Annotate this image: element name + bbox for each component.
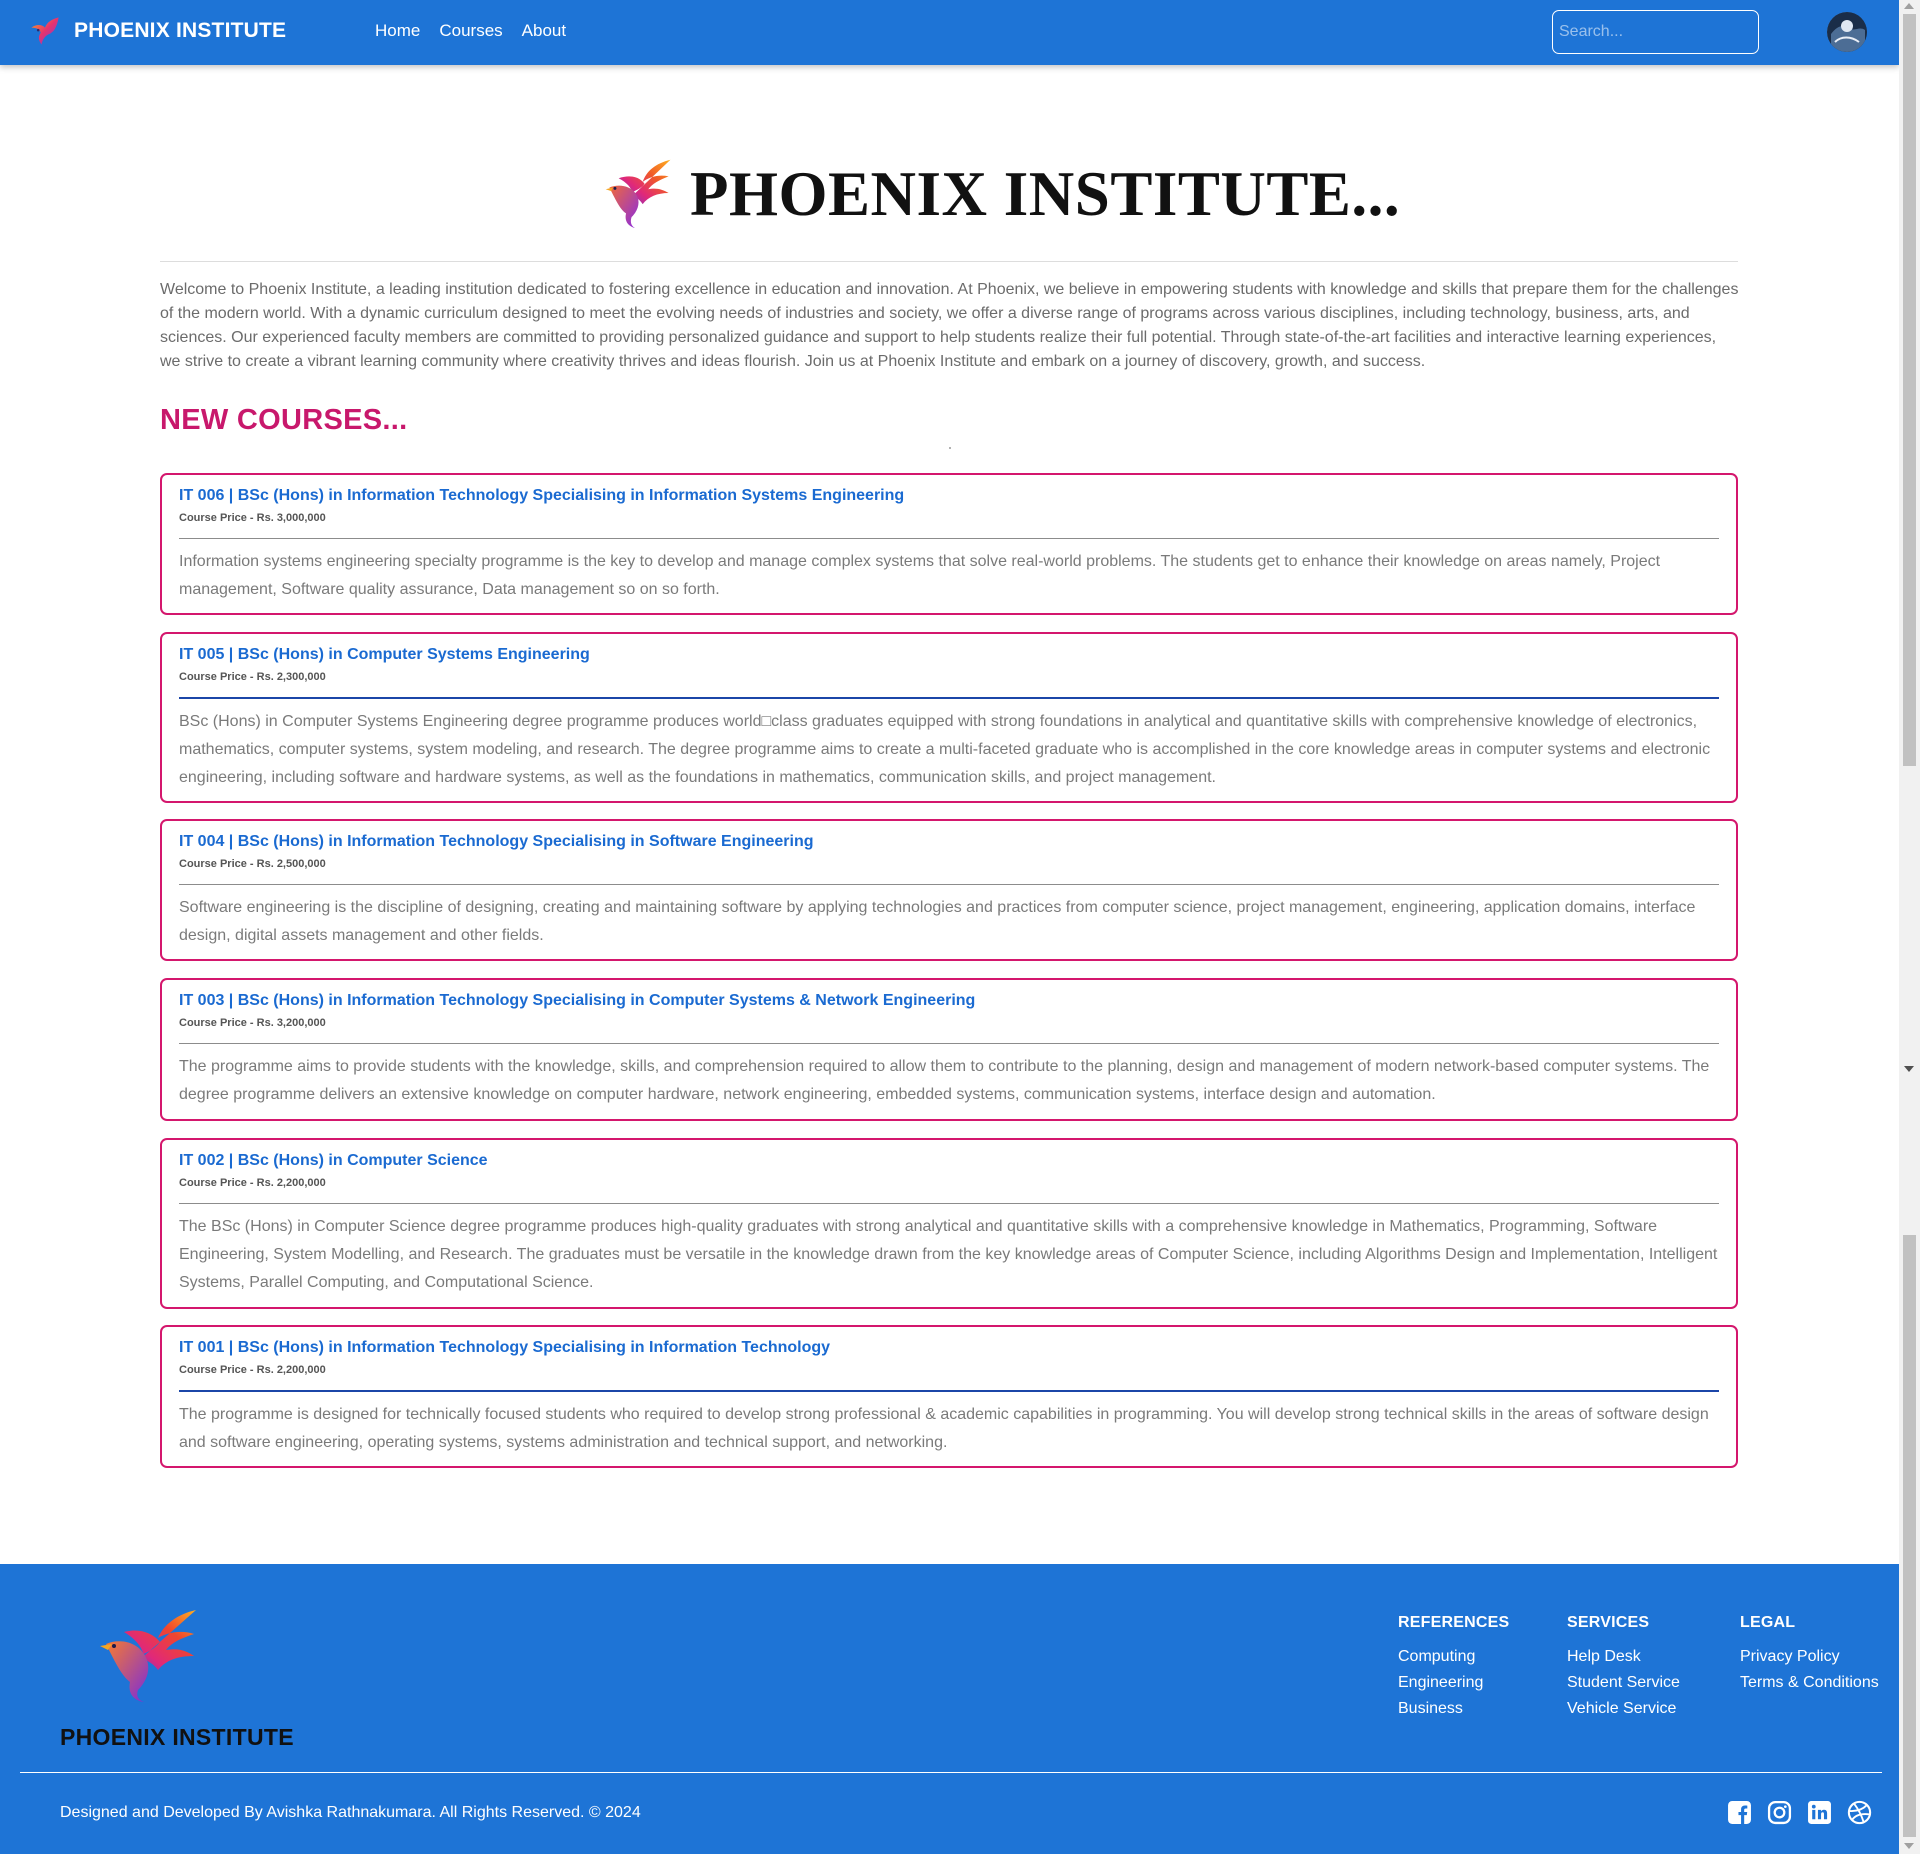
course-card	[160, 819, 1738, 961]
course-description: Software engineering is the discipline of designing, creating and maintaining software by applying technologies and practices from computer science, project management, engineering, application domains, interface design, digital assets management and other fields.	[179, 899, 1696, 944]
copyright-text: Designed and Developed By Avishka Rathnakumara. All Rights Reserved. © 2024	[60, 1804, 641, 1821]
course-divider	[179, 538, 1719, 539]
course-title[interactable]: IT 002 | BSc (Hons) in Computer Science	[179, 1152, 488, 1169]
footer-heading: SERVICES	[1567, 1614, 1650, 1631]
phoenix-logo-icon	[602, 155, 676, 231]
course-card	[160, 632, 1738, 803]
scrollbar-thumb[interactable]	[1903, 1235, 1916, 1837]
scroll-down-arrow-icon[interactable]	[1904, 1066, 1914, 1072]
course-price: Course Price - Rs. 2,200,000	[179, 1364, 326, 1376]
linkedin-icon[interactable]	[1807, 1800, 1832, 1825]
nav-links	[375, 21, 566, 41]
footer-link-student-service[interactable]: Student Service	[1567, 1674, 1680, 1691]
footer-brand: PHOENIX INSTITUTE	[60, 1724, 294, 1750]
new-courses-heading: NEW COURSES...	[160, 404, 408, 436]
instagram-icon[interactable]	[1767, 1800, 1792, 1825]
course-title[interactable]: IT 001 | BSc (Hons) in Information Technology Specialising in Information Technology	[179, 1339, 831, 1356]
footer	[0, 1564, 1899, 1854]
course-price: Course Price - Rs. 2,300,000	[179, 671, 326, 683]
course-card	[160, 473, 1738, 615]
footer-heading: REFERENCES	[1398, 1614, 1510, 1631]
footer-divider	[20, 1772, 1882, 1773]
nav-link-courses[interactable]: Courses	[439, 21, 503, 40]
nav-link-home[interactable]: Home	[375, 21, 421, 40]
course-title[interactable]: IT 006 | BSc (Hons) in Information Technology Specialising in Information Systems Engineering	[179, 487, 905, 504]
course-description: Information systems engineering specialty programme is the key to develop and manage complex systems that solve real-world problems. The students get to enhance their knowledge on areas namely, Project management, Software quality assurance, Data management so on so forth.	[179, 553, 1661, 598]
vertical-scrollbar[interactable]	[1899, 0, 1920, 1854]
avatar-image	[1827, 12, 1867, 52]
course-divider	[179, 884, 1719, 885]
footer-column-legal	[1740, 1614, 1879, 1696]
search-input[interactable]	[1552, 10, 1759, 54]
course-divider	[179, 1390, 1719, 1392]
course-card	[160, 978, 1738, 1121]
footer-link-terms-conditions[interactable]: Terms & Conditions	[1740, 1674, 1879, 1691]
facebook-icon[interactable]	[1727, 1800, 1752, 1825]
course-price: Course Price - Rs. 2,200,000	[179, 1177, 326, 1189]
footer-link-engineering[interactable]: Engineering	[1398, 1674, 1484, 1691]
course-divider	[179, 1203, 1719, 1204]
footer-link-help-desk[interactable]: Help Desk	[1567, 1648, 1641, 1665]
dribbble-icon[interactable]	[1847, 1800, 1872, 1825]
decorative-dot	[949, 447, 951, 449]
course-description: The BSc (Hons) in Computer Science degree programme produces high-quality graduates with strong analytical and quantitative skills with a comprehensive knowledge in Mathematics, Programming, Software Engineering, System Modelling, and Research. The graduates must be versatile in the knowledge drawn from the key knowledge areas of Computer Science, including Algorithms Design and Implementation, Intelligent Systems, Parallel Computing, and Computational Science.	[179, 1218, 1718, 1291]
course-divider	[179, 697, 1719, 699]
course-price: Course Price - Rs. 2,500,000	[179, 858, 326, 870]
course-price: Course Price - Rs. 3,000,000	[179, 512, 326, 524]
footer-heading: LEGAL	[1740, 1614, 1796, 1631]
footer-column-references	[1398, 1614, 1509, 1722]
course-divider	[179, 1043, 1719, 1044]
page-title: PHOENIX INSTITUTE...	[690, 159, 1401, 229]
course-description: The programme aims to provide students with the knowledge, skills, and comprehension required to allow them to contribute to the planning, design and management of modern network-based computer systems. The degree programme delivers an extensive knowledge on computer hardware, network engineering, embedded systems, communication systems, interface design and automation.	[179, 1058, 1710, 1103]
footer-link-business[interactable]: Business	[1398, 1700, 1463, 1717]
course-card	[160, 1138, 1738, 1309]
footer-column-services	[1567, 1614, 1680, 1722]
phoenix-logo-icon	[98, 1604, 202, 1704]
course-description: The programme is designed for technically focused students who required to develop strong professional & academic capabilities in programming. You will develop strong technical skills in the areas of software design and software engineering, operating systems, systems administration and technical support, and networking.	[179, 1406, 1709, 1451]
course-title[interactable]: IT 004 | BSc (Hons) in Information Technology Specialising in Software Engineering	[179, 833, 814, 850]
divider	[160, 261, 1738, 262]
navbar-brand[interactable]: PHOENIX INSTITUTE	[74, 19, 287, 42]
footer-link-privacy-policy[interactable]: Privacy Policy	[1740, 1648, 1840, 1665]
course-price: Course Price - Rs. 3,200,000	[179, 1017, 326, 1029]
navbar	[0, 0, 1899, 65]
footer-link-computing[interactable]: Computing	[1398, 1648, 1476, 1665]
nav-link-about[interactable]: About	[521, 21, 567, 40]
course-description: BSc (Hons) in Computer Systems Engineering degree programme produces world□class graduates equipped with strong foundations in analytical and quantitative skills with comprehensive knowledge of electronics, mathematics, computer systems, system modeling, and research. The degree programme aims to create a multi-faceted graduate who is accomplished in the core knowledge areas in computer systems and electronic engineering, including software and hardware systems, as well as the foundations in mathematics, communication skills, and project management.	[179, 713, 1711, 786]
course-title[interactable]: IT 003 | BSc (Hons) in Information Technology Specialising in Computer Systems & Network Engineering	[179, 992, 976, 1009]
phoenix-logo-icon[interactable]	[28, 14, 62, 48]
course-title[interactable]: IT 005 | BSc (Hons) in Computer Systems Engineering	[179, 646, 590, 663]
scroll-up-arrow-icon[interactable]	[1904, 3, 1914, 9]
scroll-down-arrow-icon[interactable]	[1904, 1843, 1914, 1849]
footer-link-vehicle-service[interactable]: Vehicle Service	[1567, 1700, 1677, 1717]
user-avatar[interactable]	[1827, 12, 1867, 52]
intro-paragraph: Welcome to Phoenix Institute, a leading institution dedicated to fostering excellence in education and innovation. At Phoenix, we believe in empowering students with knowledge and skills that prepare them for the challenges of the modern world. With a dynamic curriculum designed to meet the evolving needs of industries and society, we offer a diverse range of programs across various disciplines, including technology, business, arts, and sciences. Our experienced faculty members are committed to providing personalized guidance and support to help students realize their full potential. Through state-of-the-art facilities and interactive learning experiences, we strive to create a vibrant learning community where creativity thrives and ideas flourish. Join us at Phoenix Institute and embark on a journey of discovery, growth, and success.	[160, 281, 1739, 370]
scrollbar-thumb[interactable]	[1903, 14, 1916, 766]
course-card	[160, 1325, 1738, 1468]
